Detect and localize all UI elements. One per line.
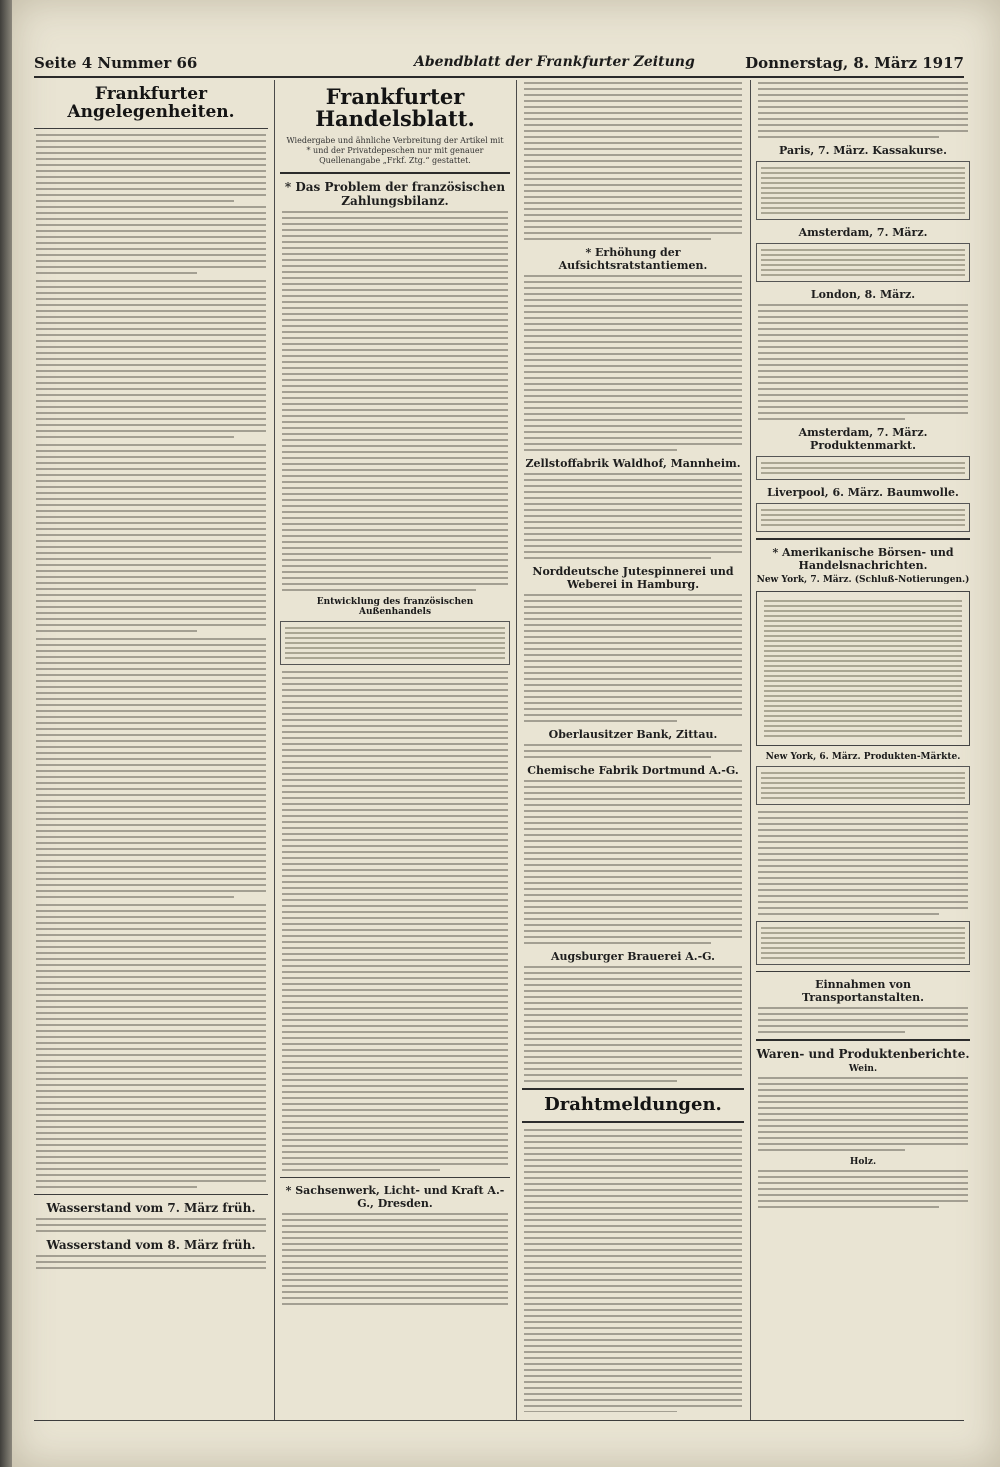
divider: [280, 1177, 510, 1178]
headline-frankfurter-angelegenheiten: Frankfurter Angelegenheiten.: [67, 84, 235, 122]
headline-drahtmeldungen: Drahtmeldungen.: [544, 1094, 722, 1115]
article-body: [524, 82, 742, 240]
trade-table: [280, 621, 510, 665]
amsterdam-price-table: [756, 243, 970, 282]
divider: [522, 1121, 744, 1123]
article-body: [524, 594, 742, 722]
article-body: [758, 82, 968, 138]
article-title-waldhof: Zellstoffabrik Waldhof, Mannheim.: [525, 457, 741, 470]
headline-transportanstalten: Einnahmen von Transportanstalten.: [801, 978, 924, 1004]
article-title-oberlausitzer-bank: Oberlausitzer Bank, Zittau.: [548, 728, 718, 741]
article-body: [282, 671, 508, 1171]
column-rule: [516, 80, 517, 1420]
new-york-produkten-table: [756, 766, 970, 805]
column-2: [280, 82, 510, 1412]
baumwolle-table: [756, 503, 970, 532]
headline-frankfurter-handelsblatt: Frankfurter Handelsblatt.: [315, 84, 475, 132]
water-level-table: [36, 1218, 266, 1232]
water-level-heading-2: Wasserstand vom 8. März früh.: [46, 1237, 256, 1252]
water-level-table: [36, 1255, 266, 1269]
divider: [756, 538, 970, 540]
article-body: [758, 304, 968, 420]
column-3: [522, 82, 744, 1412]
masthead-rule: [34, 76, 964, 78]
article-body: [524, 966, 742, 1082]
article-body: [36, 904, 266, 1188]
article-title-sachsenwerk: * Sachsenwerk, Licht- und Kraft A.-G., Dresden.: [285, 1184, 505, 1211]
london-heading: London, 8. März.: [810, 288, 916, 301]
article-body: [524, 473, 742, 559]
article-body: [36, 638, 266, 898]
new-york-stock-table: [756, 591, 970, 746]
paris-price-table: [756, 161, 970, 220]
column-1: [34, 82, 268, 1412]
trade-table-title: Entwicklung des französischen Außenhandels: [316, 597, 474, 618]
article-title-tantiemen: * Erhöhung der Aufsichtsratstantiemen.: [558, 246, 708, 272]
masthead: [34, 52, 964, 74]
article-body: [524, 275, 742, 451]
divider: [280, 172, 510, 174]
article-body: [758, 1007, 968, 1033]
divider: [756, 971, 970, 972]
divider: [522, 1088, 744, 1090]
amsterdam-produktenmarkt-heading: Amsterdam, 7. März. Produktenmarkt.: [798, 426, 928, 452]
article-body: [524, 1129, 742, 1412]
paris-kassakurse-heading: Paris, 7. März. Kassakurse.: [779, 144, 947, 157]
new-york-schluss-heading: New York, 7. März. (Schluß-Notierungen.): [756, 575, 970, 585]
page-number: Seite 4 Nummer 66: [34, 54, 198, 72]
article-body: [758, 811, 968, 915]
wein-heading: Wein.: [848, 1064, 878, 1074]
new-york-produkten-heading: New York, 6. März. Produkten-Märkte.: [765, 752, 961, 762]
chicago-table: [756, 921, 970, 965]
issue-date: Donnerstag, 8. März 1917: [745, 54, 964, 72]
article-body: [282, 211, 508, 591]
divider: [756, 1039, 970, 1041]
produktenmarkt-table: [756, 456, 970, 480]
article-body: [758, 1077, 968, 1151]
reprint-notice: Wiedergabe und ähnliche Verbreitung der Artikel mit * und der Privatdepeschen nur mit genauer Quellenangabe „Frkf. Ztg.“ gestattet.: [286, 136, 504, 166]
article-body: [524, 744, 742, 758]
column-rule: [750, 80, 751, 1420]
divider: [34, 1194, 268, 1195]
article-title-augsburger-brauerei: Augsburger Brauerei A.-G.: [551, 950, 715, 963]
column-rule: [274, 80, 275, 1420]
divider: [34, 128, 268, 129]
newspaper-page: [12, 0, 1000, 1467]
article-title-chemische-fabrik: Chemische Fabrik Dortmund A.-G.: [527, 764, 739, 777]
liverpool-heading: Liverpool, 6. März. Baumwolle.: [767, 486, 959, 499]
column-4: [756, 82, 970, 1412]
headline-amerikanische-boersen: * Amerikanische Börsen- und Handelsnachrichten.: [772, 546, 954, 572]
article-title-jutespinnerei: Norddeutsche Jutespinnerei und Weberei in Hamburg.: [532, 565, 734, 591]
article-body: [36, 280, 266, 438]
article-body: [36, 444, 266, 632]
headline-waren-produktenberichte: Waren- und Produktenberichte.: [756, 1047, 970, 1061]
holz-heading: Holz.: [849, 1157, 877, 1167]
article-title-zahlungsbilanz: * Das Problem der französischen Zahlungsbilanz.: [284, 180, 506, 209]
article-body: [758, 1170, 968, 1208]
article-body: [524, 780, 742, 944]
paper-title: Abendblatt der Frankfurter Zeitung: [414, 54, 695, 70]
binding-edge: [0, 0, 12, 1467]
amsterdam-heading: Amsterdam, 7. März.: [798, 226, 928, 239]
article-body: [36, 134, 266, 274]
footer-rule: [34, 1420, 964, 1421]
water-level-heading-1: Wasserstand vom 7. März früh.: [46, 1200, 256, 1215]
article-body: [282, 1213, 508, 1305]
